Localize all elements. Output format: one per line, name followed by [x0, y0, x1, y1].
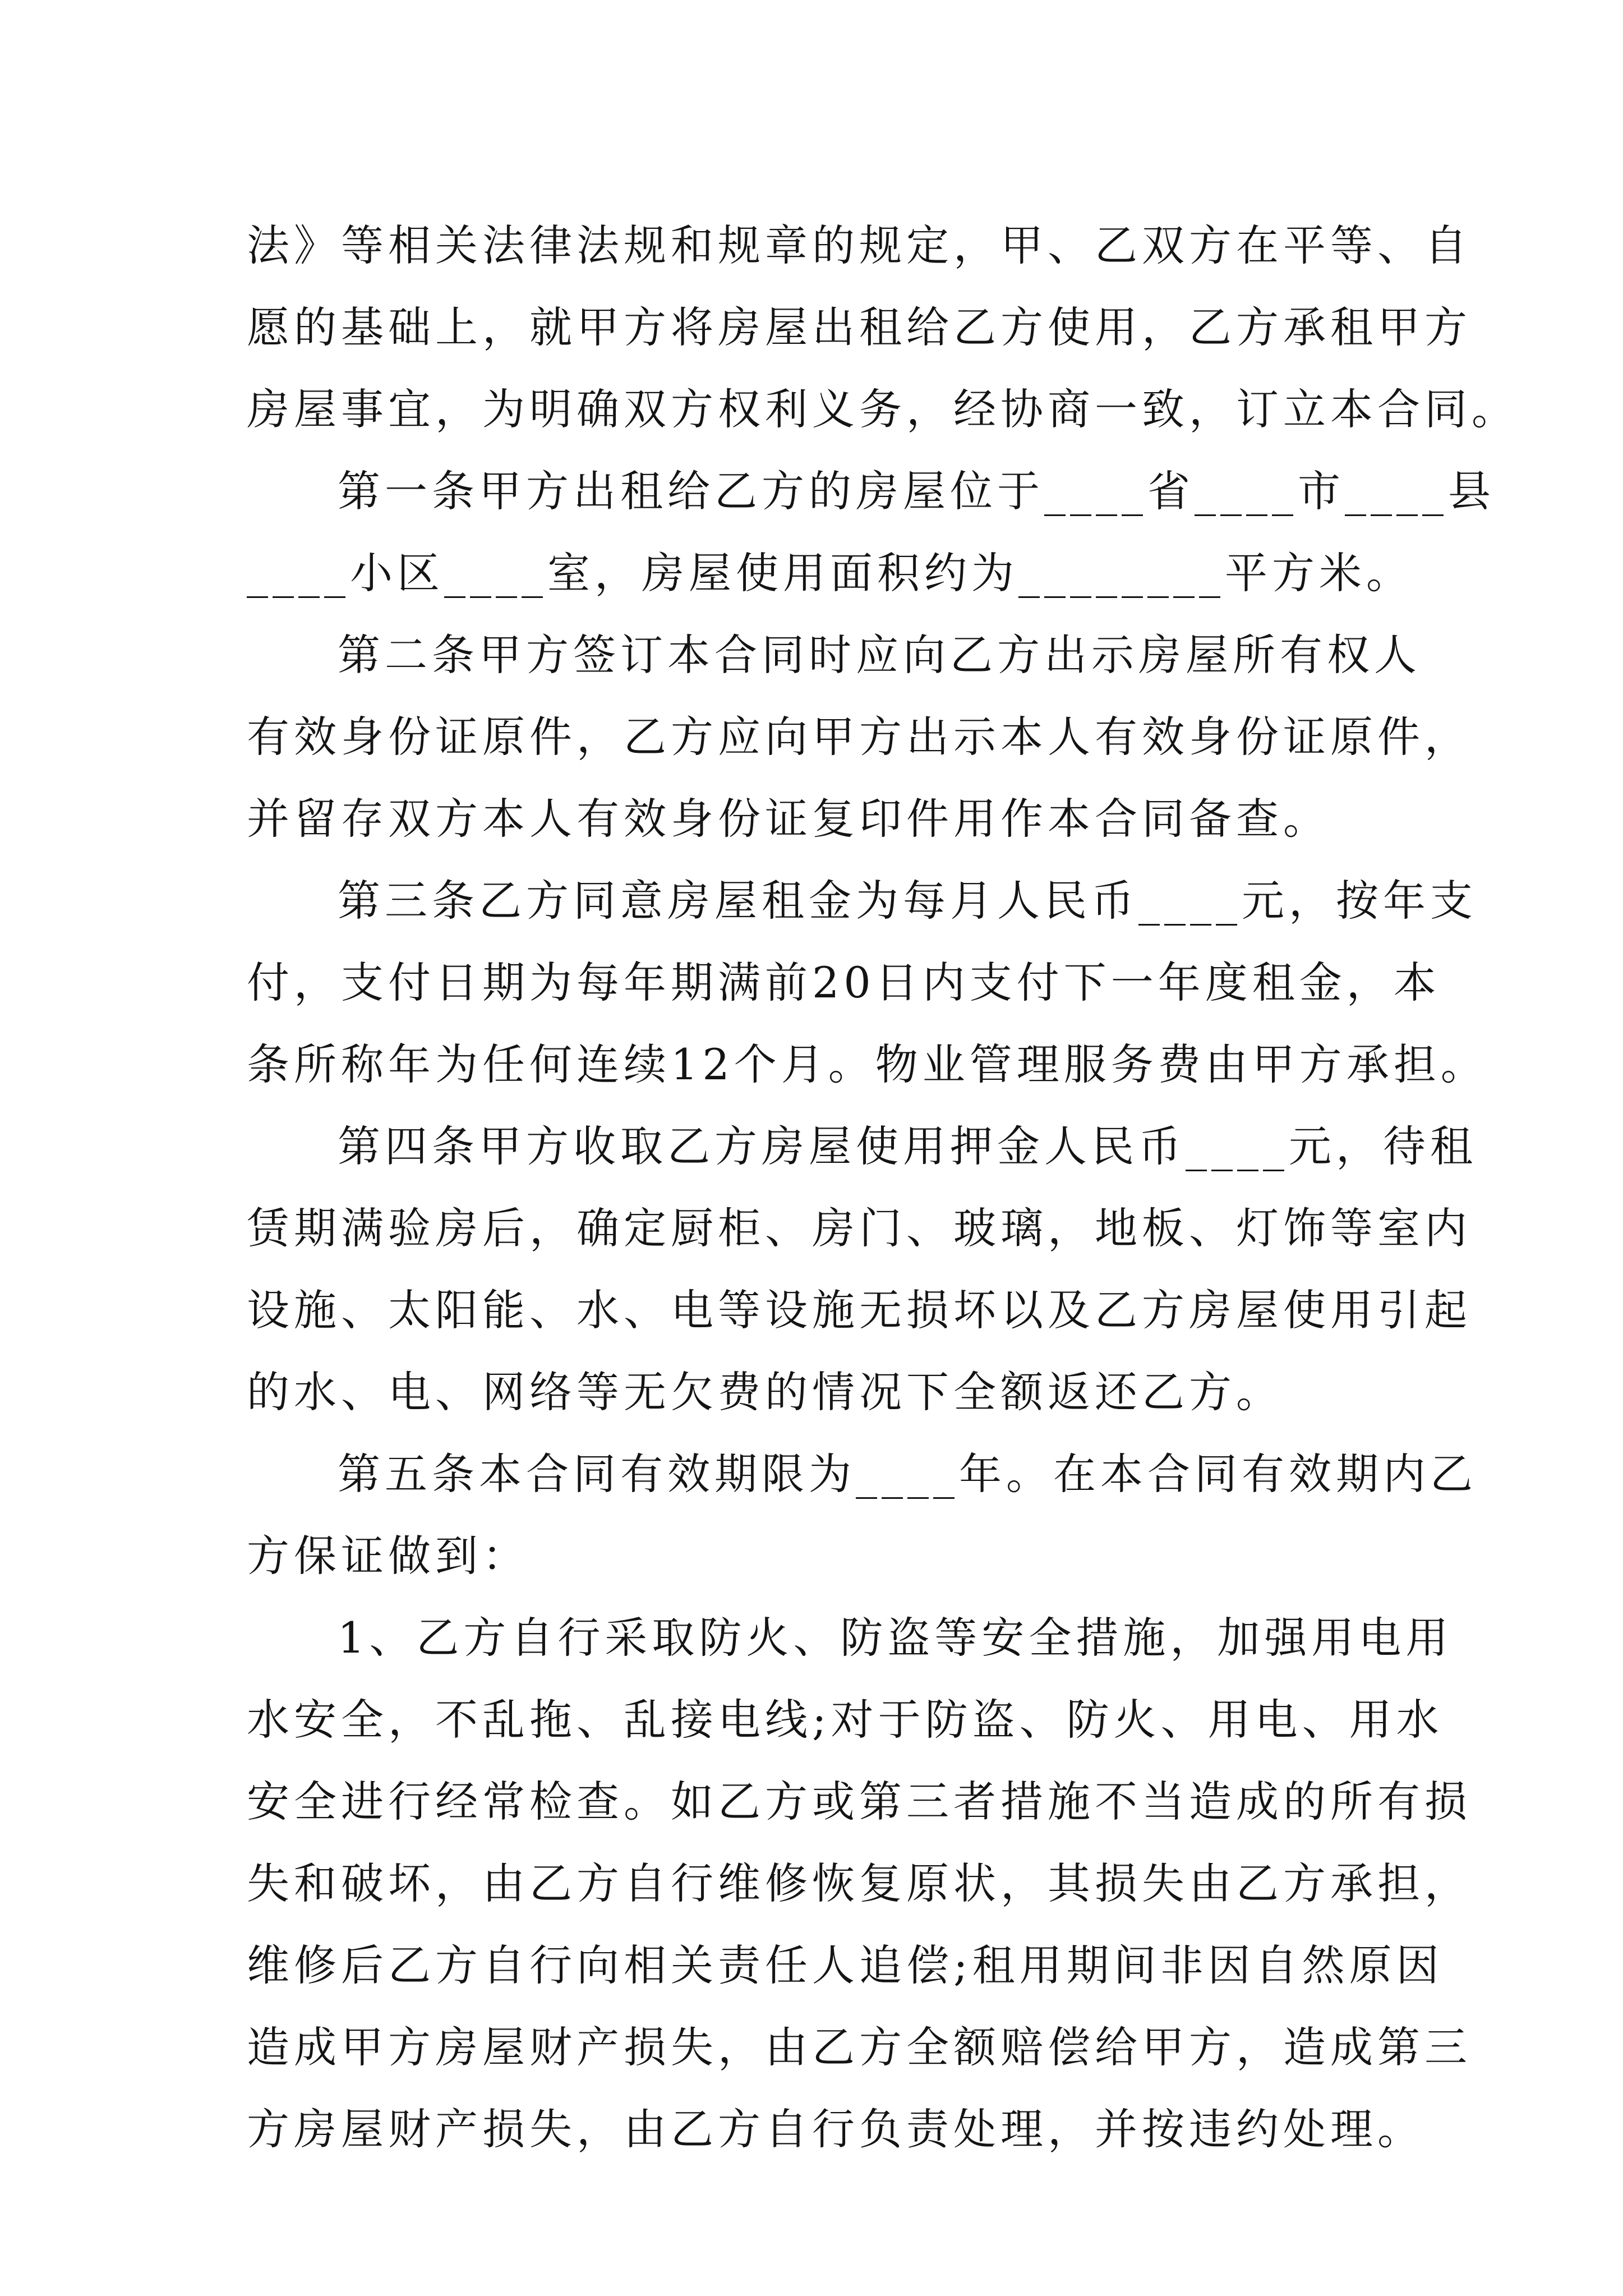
text-line: 维修后乙方自行向相关责任人追偿;租用期间非因自然原因: [247, 1940, 1444, 1990]
text-line: 方保证做到：: [247, 1531, 529, 1581]
text-line: 房屋事宜，为明确双方权利义务，经协商一致，订立本合同。: [247, 384, 1519, 434]
article-5-line: 第五条本合同有效期限为____年。在本合同有效期内乙: [338, 1449, 1477, 1499]
text-line: 付，支付日期为每年期满前20日内支付下一年度租金，本: [247, 958, 1441, 1007]
text-line: ____小区____室，房屋使用面积约为________平方米。: [247, 548, 1413, 598]
article-4-line: 第四条甲方收取乙方房屋使用押金人民币____元，待租: [338, 1121, 1477, 1171]
text-line: 的水、电、网络等无欠费的情况下全额返还乙方。: [247, 1367, 1283, 1417]
text-line: 并留存双方本人有效身份证复印件用作本合同备查。: [247, 794, 1330, 844]
text-line: 水安全，不乱拖、乱接电线;对于防盗、防火、用电、用水: [247, 1695, 1444, 1745]
article-2-line: 第二条甲方签订本合同时应向乙方出示房屋所有权人: [338, 630, 1421, 680]
text-line: 有效身份证原件，乙方应向甲方出示本人有效身份证原件，: [247, 712, 1472, 762]
text-line: 条所称年为任何连续12个月。物业管理服务费由甲方承担。: [247, 1039, 1488, 1089]
contract-text: [247, 205, 1519, 2170]
text-line: 方房屋财产损失，由乙方自行负责处理，并按违约处理。: [247, 2104, 1424, 2154]
article-1-line: 第一条甲方出租给乙方的房屋位于____省____市____县: [338, 466, 1495, 516]
text-line: 赁期满验房后，确定厨柜、房门、玻璃，地板、灯饰等室内: [247, 1203, 1472, 1253]
clause-1-line: 1、乙方自行采取防火、防盗等安全措施，加强用电用: [338, 1613, 1453, 1663]
text-line: 设施、太阳能、水、电等设施无损坏以及乙方房屋使用引起: [247, 1285, 1472, 1335]
text-line: 安全进行经常检查。如乙方或第三者措施不当造成的所有损: [247, 1777, 1472, 1826]
text-line: 愿的基础上，就甲方将房屋出租给乙方使用，乙方承租甲方: [247, 302, 1472, 352]
text-line: 失和破坏，由乙方自行维修恢复原状，其损失由乙方承担，: [247, 1858, 1472, 1908]
text-line: 法》等相关法律法规和规章的规定，甲、乙双方在平等、自: [247, 220, 1472, 270]
article-3-line: 第三条乙方同意房屋租金为每月人民币____元，按年支: [338, 876, 1477, 926]
text-line: 造成甲方房屋财产损失，由乙方全额赔偿给甲方，造成第三: [247, 2022, 1472, 2072]
